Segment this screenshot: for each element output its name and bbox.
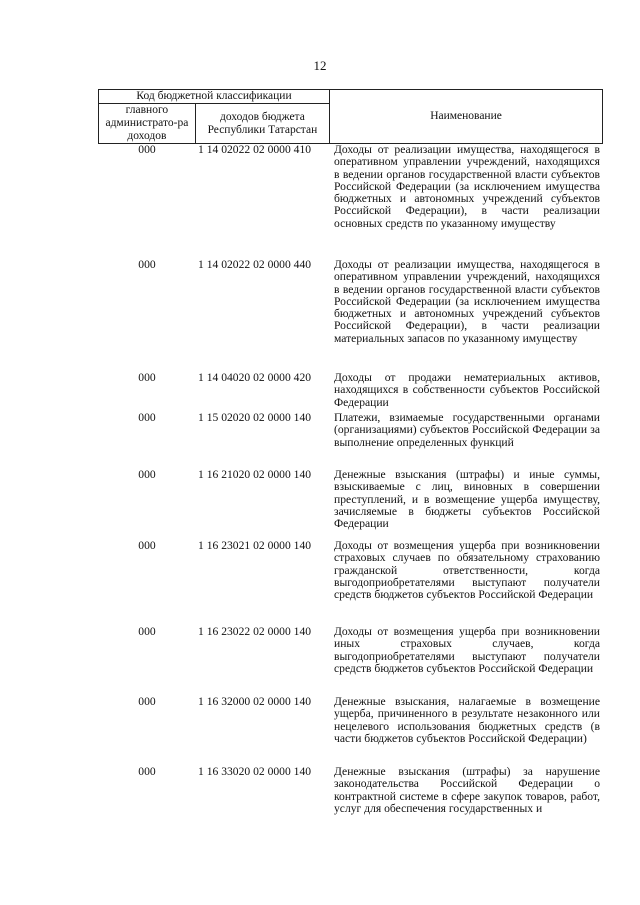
revenue-name: Денежные взыскания (штрафы) за нарушение законодательства Российской Федерации о контрактной системе в сфере закупок товаров, работ, услуг для обеспечения государственных и <box>334 765 600 815</box>
revenue-name: Доходы от продажи нематериальных активов, находящихся в собственности субъектов Российской Федерации <box>334 371 600 409</box>
revenue-code: 1 16 23021 02 0000 140 <box>198 539 312 552</box>
revenue-name: Денежные взыскания (штрафы) и иные суммы, взыскиваемые с лиц, виновных в совершении преступлений, и в возмещение ущерба имуществу, зачисляемые в бюджеты субъектов Российской Федерации <box>334 468 600 531</box>
revenue-name: Доходы от реализации имущества, находящегося в оперативном управлении учреждений, находящихся в ведении органов государственной власти субъектов Российской Федерации (за исключением имущества бюджетных и автономных учреждений субъектов Российской Федерации), в части реализации основных средств по указанному имуществу <box>334 143 600 230</box>
admin-code: 000 <box>138 625 156 638</box>
header-group-title: Код бюджетной классификации <box>99 90 330 104</box>
table-header <box>98 89 603 144</box>
revenue-name: Доходы от реализации имущества, находящегося в оперативном управлении учреждений, находящихся в ведении органов государственной власти субъектов Российской Федерации (за исключением имущества бюджетных и автономных учреждений субъектов Российской Федерации), в части реализации материальных запасов по указанному имуществу <box>334 258 600 345</box>
revenue-code: 1 16 32000 02 0000 140 <box>198 695 312 708</box>
header-admin-column: главного администрато-ра доходов <box>99 104 196 144</box>
revenue-code: 1 15 02020 02 0000 140 <box>198 411 312 424</box>
revenue-code: 1 16 33020 02 0000 140 <box>198 765 312 778</box>
revenue-code: 1 16 21020 02 0000 140 <box>198 468 312 481</box>
revenue-code: 1 16 23022 02 0000 140 <box>198 625 312 638</box>
revenue-name: Доходы от возмещения ущерба при возникновении страховых случаев по обязательному страхованию гражданской ответственности, когда выгодоприобретателями выступают получатели средств бюджетов субъектов Российской Федерации <box>334 539 600 602</box>
admin-code: 000 <box>138 143 156 156</box>
header-name-column: Наименование <box>330 90 603 144</box>
revenue-code: 1 14 02022 02 0000 440 <box>198 258 312 271</box>
admin-code: 000 <box>138 695 156 708</box>
revenue-name: Доходы от возмещения ущерба при возникновении иных страховых случаев, когда выгодоприобретателями выступают получатели средств бюджетов субъектов Российской Федерации <box>334 625 600 675</box>
admin-code: 000 <box>138 371 156 384</box>
admin-code: 000 <box>138 765 156 778</box>
revenue-code: 1 14 02022 02 0000 410 <box>198 143 312 156</box>
revenue-code: 1 14 04020 02 0000 420 <box>198 371 312 384</box>
page-number: 12 <box>313 58 327 73</box>
admin-code: 000 <box>138 411 156 424</box>
revenue-name: Платежи, взимаемые государственными органами (организациями) субъектов Российской Федерации за выполнение определенных функций <box>334 411 600 449</box>
admin-code: 000 <box>138 468 156 481</box>
header-code-column: доходов бюджета Республики Татарстан <box>195 104 329 144</box>
admin-code: 000 <box>138 539 156 552</box>
revenue-name: Денежные взыскания, налагаемые в возмещение ущерба, причиненного в результате незаконного или нецелевого использования бюджетных средств (в части бюджетов субъектов Российской Федерации) <box>334 695 600 745</box>
admin-code: 000 <box>138 258 156 271</box>
